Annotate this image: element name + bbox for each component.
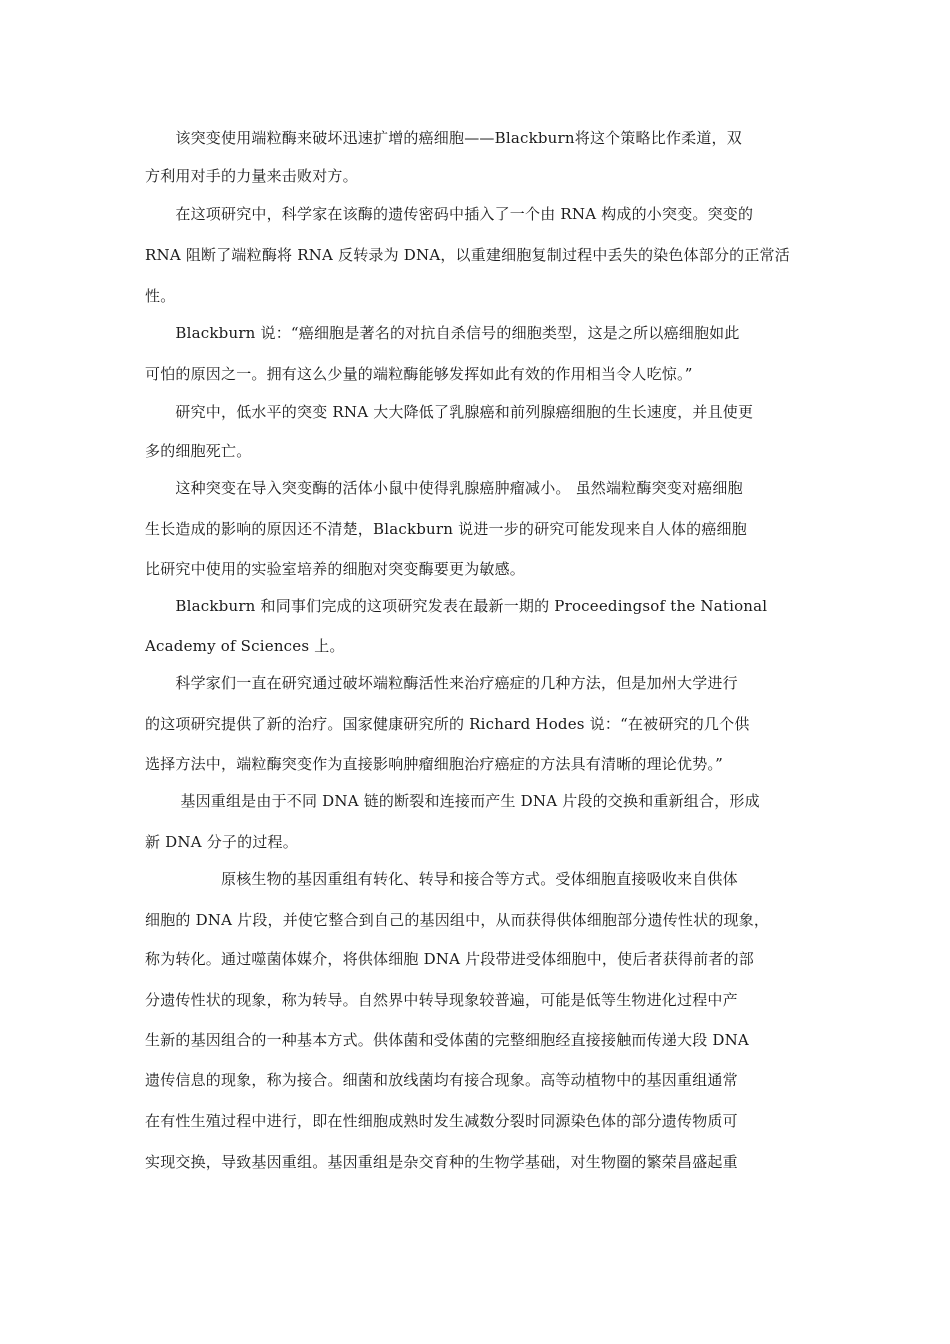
text-line: Blackburn 说：“癌细胞是著名的对抗自杀信号的细胞类型，这是之所以癌细胞如此 [145,324,740,342]
text-line: 比研究中使用的实验室培养的细胞对突变酶要更为敏感。 [145,560,526,578]
text-line: 可怕的原因之一。拥有这么少量的端粒酶能够发挥如此有效的作用相当令人吃惊。” [145,365,693,383]
text-line: 性。 [145,287,176,305]
text-line: 基因重组是由于不同 DNA 链的断裂和连接而产生 DNA 片段的交换和重新组合，形成 [145,792,760,810]
text-line: 在这项研究中，科学家在该酶的遗传密码中插入了一个由 RNA 构成的小突变。突变的 [145,205,754,223]
text-line: 原核生物的基因重组有转化、转导和接合等方式。受体细胞直接吸收来自供体 [145,870,738,888]
text-line: 实现交换，导致基因重组。基因重组是杂交育种的生物学基础，对生物圈的繁荣昌盛起重 [145,1153,738,1171]
text-line: 选择方法中，端粒酶突变作为直接影响肿瘤细胞治疗癌症的方法具有清晰的理论优势。” [145,755,723,773]
text-line: 遗传信息的现象，称为接合。细菌和放线菌均有接合现象。高等动植物中的基因重组通常 [145,1071,738,1089]
text-line: 细胞的 DNA 片段，并使它整合到自己的基因组中，从而获得供体细胞部分遗传性状的现象， [145,911,770,929]
text-line: 科学家们一直在研究通过破坏端粒酶活性来治疗癌症的几种方法，但是加州大学进行 [145,674,738,692]
text-line: 该突变使用端粒酶来破坏迅速扩增的癌细胞——Blackburn将这个策略比作柔道，双 [145,129,742,147]
text-line: 称为转化。通过噬菌体媒介，将供体细胞 DNA 片段带进受体细胞中，使后者获得前者的部 [145,950,754,968]
text-line: 方利用对手的力量来击败对方。 [145,167,358,185]
text-line: RNA 阻断了端粒酶将 RNA 反转录为 DNA，以重建细胞复制过程中丢失的染色体部分的正常活 [145,246,790,264]
text-line: Academy of Sciences 上。 [145,637,345,655]
text-line: Blackburn 和同事们完成的这项研究发表在最新一期的 Proceedingsof the National [145,597,768,615]
text-line: 的这项研究提供了新的治疗。国家健康研究所的 Richard Hodes 说：“在被研究的几个供 [145,715,750,733]
text-line: 研究中，低水平的突变 RNA 大大降低了乳腺癌和前列腺癌细胞的生长速度，并且使更 [145,403,754,421]
text-line: 在有性生殖过程中进行，即在性细胞成熟时发生减数分裂时同源染色体的部分遗传物质可 [145,1112,738,1130]
text-line: 分遗传性状的现象，称为转导。自然界中转导现象较普遍，可能是低等生物进化过程中产 [145,991,738,1009]
text-line: 新 DNA 分子的过程。 [145,833,298,851]
text-line: 生长造成的影响的原因还不清楚，Blackburn 说进一步的研究可能发现来自人体的癌细胞 [145,520,747,538]
text-line: 多的细胞死亡。 [145,442,252,460]
text-line: 这种突变在导入突变酶的活体小鼠中使得乳腺癌肿瘤减小。 虽然端粒酶突变对癌细胞 [145,479,743,497]
text-line: 生新的基因组合的一种基本方式。供体菌和受体菌的完整细胞经直接接触而传递大段 DNA [145,1031,749,1049]
